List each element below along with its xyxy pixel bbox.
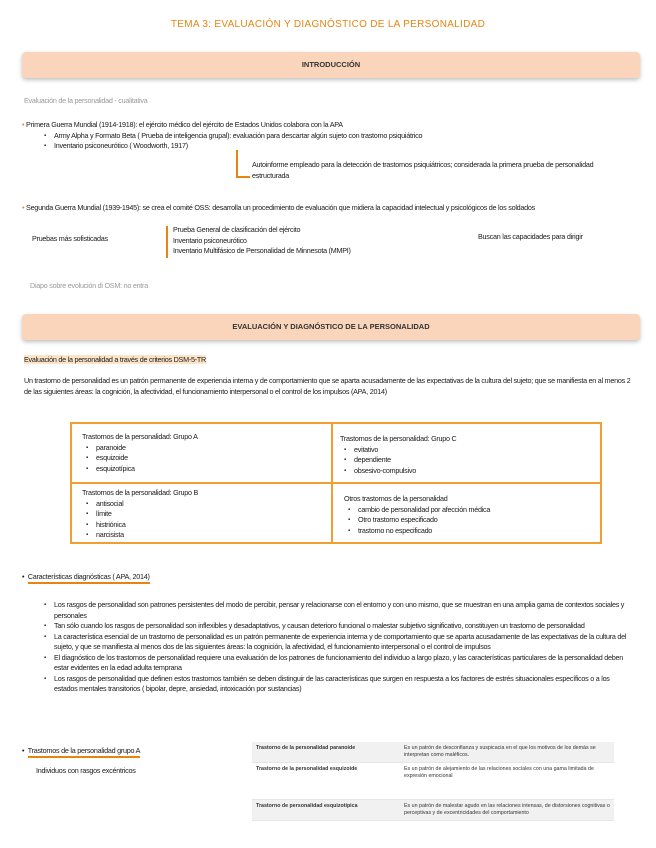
group-a-cell: [82, 432, 322, 474]
eval-definition: Un trastorno de personalidad es un patrón permanente de experiencia interna y de comportamiento que se aparta acusadamente de las expectativas de la cultura del sujeto; que se manifiesta en al menos 2 de las siguientes áreas: la cognición, la afectividad, el funcionamiento interpersonal o el control de los impulsos (APA, 2014): [24, 376, 631, 396]
table-row: [252, 763, 614, 800]
list-item: ▪ cambio de personalidad por afección médica: [344, 505, 594, 516]
ww2-left: Pruebas más sofisticadas: [32, 234, 108, 243]
list-item: Inventario psiconeurótico: [173, 235, 247, 245]
caracteristicas-heading: Características diagnósticas ( APA, 2014): [28, 572, 150, 584]
group-title: Otros trastornos de la personalidad: [344, 494, 448, 503]
list-item: ▪ evitativo: [340, 445, 590, 456]
eval-subtitle: Evaluación de la personalidad a través de criterios DSM-5-TR: [24, 355, 206, 364]
page-title: TEMA 3: EVALUACIÓN Y DIAGNÓSTICO DE LA PERSONALIDAD: [170, 19, 486, 30]
list-item: ▪ obsesivo-compulsivo: [340, 466, 590, 477]
list-item: ▪ Los rasgos de personalidad son patrones persistentes del modo de percibir, pensar y relacionarse con el entorno y con uno mismo, que se muestran en una amplia gama de contextos sociales y personales: [40, 600, 634, 621]
connector-line: [236, 176, 250, 178]
list-item: ▪ esquizotípica: [82, 464, 322, 475]
table-cell: Trastorno de personalidad esquizotípica: [252, 800, 400, 821]
list-item: ▪ Otro trastorno especificado: [344, 515, 594, 526]
bullet-icon: •: [22, 120, 25, 129]
group-c-cell: [340, 434, 590, 476]
list-item: ▪ histriónica: [82, 520, 322, 531]
list-item: ▪ dependiente: [340, 455, 590, 466]
intro-subtitle: Evaluación de la personalidad - cualitativa: [24, 96, 148, 105]
connector-line: [236, 150, 238, 176]
table-cell: Trastorno de la personalidad paranoide: [252, 742, 400, 763]
banner-evaluacion: EVALUACIÓN Y DIAGNÓSTICO DE LA PERSONALIDAD: [22, 314, 640, 340]
ww2-right: Buscan las capacidades para dirigir: [478, 232, 583, 241]
list-item: ▪ antisocial: [82, 499, 322, 510]
list-item: ▪ trastorno no especificado: [344, 526, 594, 537]
list-item: ▪ límite: [82, 509, 322, 520]
table-cell: Es un patrón de alejamiento de las relaciones sociales con una gama limitada de expresión emocional: [400, 763, 614, 800]
eval-subtitle-wrap: [24, 355, 206, 366]
ww2-heading-row: [22, 203, 634, 214]
list-item: Prueba General de clasificación del ejército: [173, 225, 301, 234]
list-item: ▪ Los rasgos de personalidad que definen estos trastornos también se deben distinguir de las características que surgen en respuesta a los factores de estrés situacionales específicos o a los estados mentales transitorios ( bipolar, depre, ansiedad, intoxicación por sustancias): [40, 674, 634, 695]
table-cell: Es un patrón de malestar agudo en las relaciones intensas, de distorsiones cognitivas o perceptivas y de excentricidades del comportamiento: [400, 800, 614, 821]
group-title: Trastornos de la personalidad: Grupo B: [82, 488, 199, 497]
table-row: [252, 800, 614, 821]
grupo-a-heading-row: [22, 746, 140, 757]
table-cell: Trastorno de la personalidad esquizoide: [252, 763, 400, 800]
list-item: ▪ La característica esencial de un trastorno de personalidad es un patrón permanente de experiencia interna y de comportamiento que se aparta acusadamente de las expectativas de la cultura del sujeto, y que se manifiesta al menos dos de las siguientes áreas: la cognición, la afectividad, el funcionamiento interpersonal o el control de impulsos: [40, 632, 634, 653]
table-row: [252, 742, 614, 763]
caracteristicas-heading-row: [22, 572, 150, 583]
group-b-cell: [82, 488, 322, 541]
bullet-icon: •: [22, 746, 25, 755]
list-item: Inventario Multifásico de Personalidad de Minnesota (MMPI): [173, 246, 351, 255]
slide-note: Diapo sobre evolución di OSM: no entra: [30, 281, 148, 290]
grupo-a-sub: Individuos con rasgos excéntricos: [36, 766, 136, 775]
ww1-heading: Primera Guerra Mundial (1914-1918): el ejército médico del ejército de Estados Unidos colabora con la APA: [26, 120, 343, 129]
caracteristicas-list: [40, 600, 634, 695]
list-item: ▪ Tan sólo cuando los rasgos de personalidad son inflexibles y desadaptativos, y causan deterioro funcional o malestar subjetivo significativo, constituyen un trastorno de personalidad: [40, 621, 634, 632]
bullet-icon: •: [22, 203, 25, 212]
table-cell: Es un patrón de desconfianza y suspicacia en el que los motivos de los demás se interpretan como maléficos.: [400, 742, 614, 763]
list-item: ▪ paranoide: [82, 443, 322, 454]
grid-divider: [72, 482, 600, 484]
group-title: Trastornos de la personalidad: Grupo A: [82, 432, 198, 441]
ww2-tests: [173, 225, 473, 257]
groups-grid: [70, 422, 602, 544]
grupo-a-heading: Trastornos de la personalidad grupo A: [28, 746, 140, 758]
banner-introduccion: INTRODUCCIÓN: [22, 52, 640, 78]
list-item: ▪ narcisista: [82, 530, 322, 541]
connector-line: [166, 226, 168, 258]
group-otros-cell: [344, 494, 594, 536]
ww1-block: [22, 120, 632, 152]
bullet-icon: •: [22, 572, 25, 581]
list-item: ▪ Inventario psiconeurótico ( Woodworth, 1917): [40, 141, 632, 152]
ww1-note: Autoinforme empleado para la detección de trastornos psiquiátricos; considerada la primera prueba de personalidad estructurada: [252, 160, 594, 180]
grupo-a-table: [252, 742, 614, 821]
list-item: ▪ esquizoide: [82, 453, 322, 464]
group-title: Trastornos de la personalidad: Grupo C: [340, 434, 457, 443]
list-item: ▪ El diagnóstico de los trastornos de personalidad requiere una evaluación de los patrones de funcionamiento del individuo a largo plazo, y las características particulares de la personalidad deben estar evidentes en la edad adulta temprana: [40, 653, 634, 674]
list-item: ▪ Army Alpha y Formato Beta ( Prueba de inteligencia grupal): evaluación para descartar algún sujeto con trastorno psiquiátrico: [40, 131, 632, 142]
ww2-heading: Segunda Guerra Mundial (1939-1945): se crea el comité OSS: desarrolla un procedimiento de evaluación que midiera la capacidad intelectual y psicológicos de los soldados: [26, 203, 535, 212]
